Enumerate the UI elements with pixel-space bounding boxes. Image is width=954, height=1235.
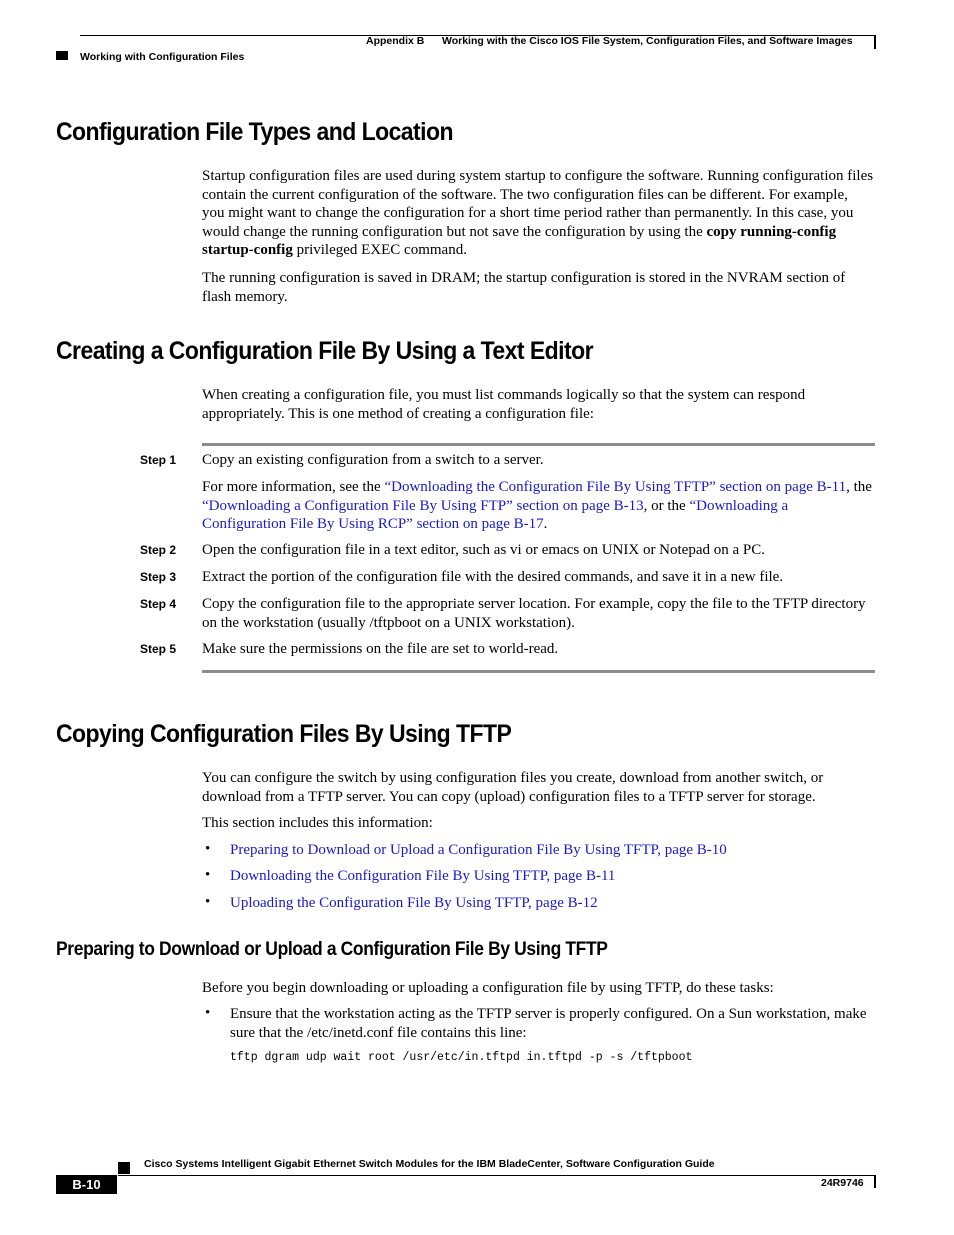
step-2-label: Step 2 [140, 543, 177, 557]
header-rule-tick [874, 35, 876, 49]
page-number: B-10 [56, 1175, 117, 1194]
step-1-more-info: For more information, see the “Downloading the Configuration File By Using TFTP” section on page B-11, the “Downloading a Configuration File By Using FTP” section on page B-13, or the “Downloading a Configuration File By Using RCP” section on page B-17. [202, 479, 872, 533]
paragraph-config-types: Startup configuration files are used during system startup to configure the software. Running configuration files contain the current configuration of the software. The two configuration files can be different. For example, you might want to change the configuration for a short time period rather than permanently. In this case, you would change the running configuration but not save the configuration by using the copy running-config startup-config privileged EXEC command. [202, 168, 874, 259]
link-preparing-tftp[interactable]: Preparing to Download or Upload a Configuration File By Using TFTP, page B-10 [230, 842, 727, 858]
footer-marker [118, 1162, 130, 1174]
footer-rule-tick [874, 1175, 876, 1188]
bullet-ensure-tftp-server: Ensure that the workstation acting as the TFTP server is properly configured. On a Sun workstation, make sure that the /etc/inetd.conf file contains this line: [230, 1006, 867, 1041]
procedure-bottom-rule [202, 670, 875, 673]
footer-doc-number: 24R9746 [821, 1177, 864, 1189]
step-4-label: Step 4 [140, 597, 177, 611]
subsection-heading-preparing-tftp: Preparing to Download or Upload a Configuration File By Using TFTP [56, 939, 608, 960]
paragraph-preparing-intro: Before you begin downloading or uploading a configuration file by using TFTP, do these tasks: [202, 980, 774, 996]
paragraph-section-includes: This section includes this information: [202, 815, 433, 831]
footer-guide-title: Cisco Systems Intelligent Gigabit Ethernet Switch Modules for the IBM BladeCenter, Software Configuration Guide [144, 1158, 715, 1170]
header-section: Working with Configuration Files [80, 51, 245, 63]
step-4-text: Copy the configuration file to the appropriate server location. For example, copy the file to the TFTP directory on the workstation (usually /tftpboot on a UNIX workstation). [202, 596, 866, 631]
step-5-text: Make sure the permissions on the file are set to world-read. [202, 641, 559, 657]
link-downloading-config-tftp[interactable]: Downloading the Configuration File By Using TFTP, page B-11 [230, 868, 616, 884]
bullet-marker: • [205, 894, 211, 910]
footer-rule [118, 1175, 875, 1176]
bullet-marker: • [205, 1005, 211, 1021]
command-copy-running-config: copy running-config startup-config [202, 223, 837, 259]
paragraph-dram-nvram: The running configuration is saved in DRAM; the startup configuration is stored in the NVRAM section of flash memory. [202, 270, 846, 305]
step-1-label: Step 1 [140, 453, 177, 467]
section-heading-text-editor: Creating a Configuration File By Using a Text Editor [56, 337, 593, 365]
header-appendix: Appendix B [366, 35, 425, 47]
paragraph-copying-tftp-intro: You can configure the switch by using configuration files you create, download from another switch, or download from a TFTP server. You can copy (upload) configuration files to a TFTP server for storage. [202, 770, 824, 805]
procedure-top-rule [202, 443, 875, 446]
paragraph-text-editor-intro: When creating a configuration file, you must list commands logically so that the system can respond appropriately. This is one method of creating a configuration file: [202, 387, 806, 422]
section-heading-copying-tftp: Copying Configuration Files By Using TFTP [56, 720, 512, 748]
step-1-text: Copy an existing configuration from a switch to a server. [202, 452, 544, 468]
link-downloading-tftp[interactable]: “Downloading the Configuration File By Using TFTP” section on page B-11 [384, 479, 847, 495]
step-3-text: Extract the portion of the configuration file with the desired commands, and save it in a new file. [202, 569, 784, 585]
step-3-label: Step 3 [140, 570, 177, 584]
header-chapter-title: Working with the Cisco IOS File System, Configuration Files, and Software Images [442, 35, 853, 47]
section-heading-config-file-types: Configuration File Types and Location [56, 118, 453, 146]
code-inetd-line: tftp dgram udp wait root /usr/etc/in.tftpd in.tftpd -p -s /tftpboot [230, 1051, 693, 1064]
step-5-label: Step 5 [140, 642, 177, 656]
bullet-marker: • [205, 841, 211, 857]
bullet-marker: • [205, 867, 211, 883]
header-marker [56, 51, 68, 60]
link-downloading-ftp[interactable]: “Downloading a Configuration File By Using FTP” section on page B-13 [202, 497, 644, 514]
link-downloading-rcp[interactable]: “Downloading a Configuration File By Using RCP” section on page B-17 [202, 497, 789, 533]
step-2-text: Open the configuration file in a text editor, such as vi or emacs on UNIX or Notepad on a PC. [202, 542, 766, 558]
link-uploading-config-tftp[interactable]: Uploading the Configuration File By Using TFTP, page B-12 [230, 895, 598, 911]
